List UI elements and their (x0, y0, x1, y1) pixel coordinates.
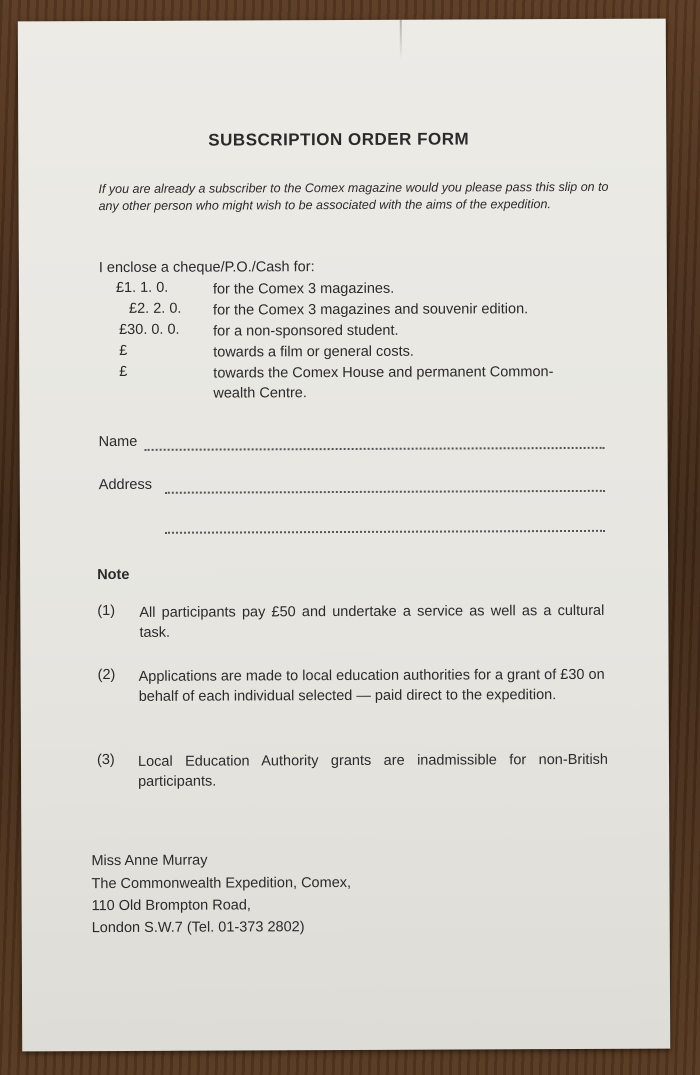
enclose-label: I enclose a cheque/P.O./Cash for: (98, 259, 315, 277)
order-form-paper (18, 19, 670, 1052)
name-field[interactable] (145, 447, 605, 451)
note-text: All participants pay £50 and undertake a service as well as a cultural task. (139, 602, 605, 641)
name-label: Name (98, 433, 138, 451)
contact-line: Miss Anne Murray (91, 852, 208, 870)
contact-line: The Commonwealth Expedition, Comex, (91, 874, 352, 893)
paper-crease (400, 20, 402, 60)
option-description: for the Comex 3 magazines and souvenir edition. (212, 301, 529, 319)
option-description: towards the Comex House and permanent Common- (213, 364, 554, 382)
note-heading: Note (97, 566, 130, 584)
note-text: Applications are made to local education authorities for a grant of £30 on behalf of each individual selected — paid direct to the expedition. (138, 666, 605, 705)
option-description: towards a film or general costs. (213, 343, 414, 361)
option-description: for a non-sponsored student. (213, 322, 399, 340)
option-amount: £ (119, 363, 128, 380)
option-description: for the Comex 3 magazines. (212, 280, 395, 298)
note-number: (1) (97, 602, 116, 620)
contact-line: 110 Old Brompton Road, (91, 897, 251, 915)
address-field-line-1[interactable] (165, 490, 605, 494)
option-amount: £ (119, 342, 128, 359)
note-number: (3) (96, 752, 115, 769)
option-amount: £1. 1. 0. (115, 279, 169, 296)
note-text: Local Education Authority grants are inadmissible for non-British participants. (137, 751, 609, 790)
option-amount: £2. 2. 0. (128, 300, 182, 317)
option-amount: £30. 0. 0. (119, 321, 180, 338)
address-label: Address (98, 476, 153, 494)
address-field-line-2[interactable] (165, 530, 605, 534)
intro-text: If you are already a subscriber to the Comex magazine would you please pass this slip on to any other person who might wish to be associated with the aims of the expedition. (98, 179, 609, 214)
option-description-continued: wealth Centre. (213, 385, 307, 402)
contact-line: London S.W.7 (Tel. 01-373 2802) (91, 919, 305, 937)
note-number: (2) (97, 666, 116, 684)
form-title: SUBSCRIPTION ORDER FORM (208, 129, 470, 150)
